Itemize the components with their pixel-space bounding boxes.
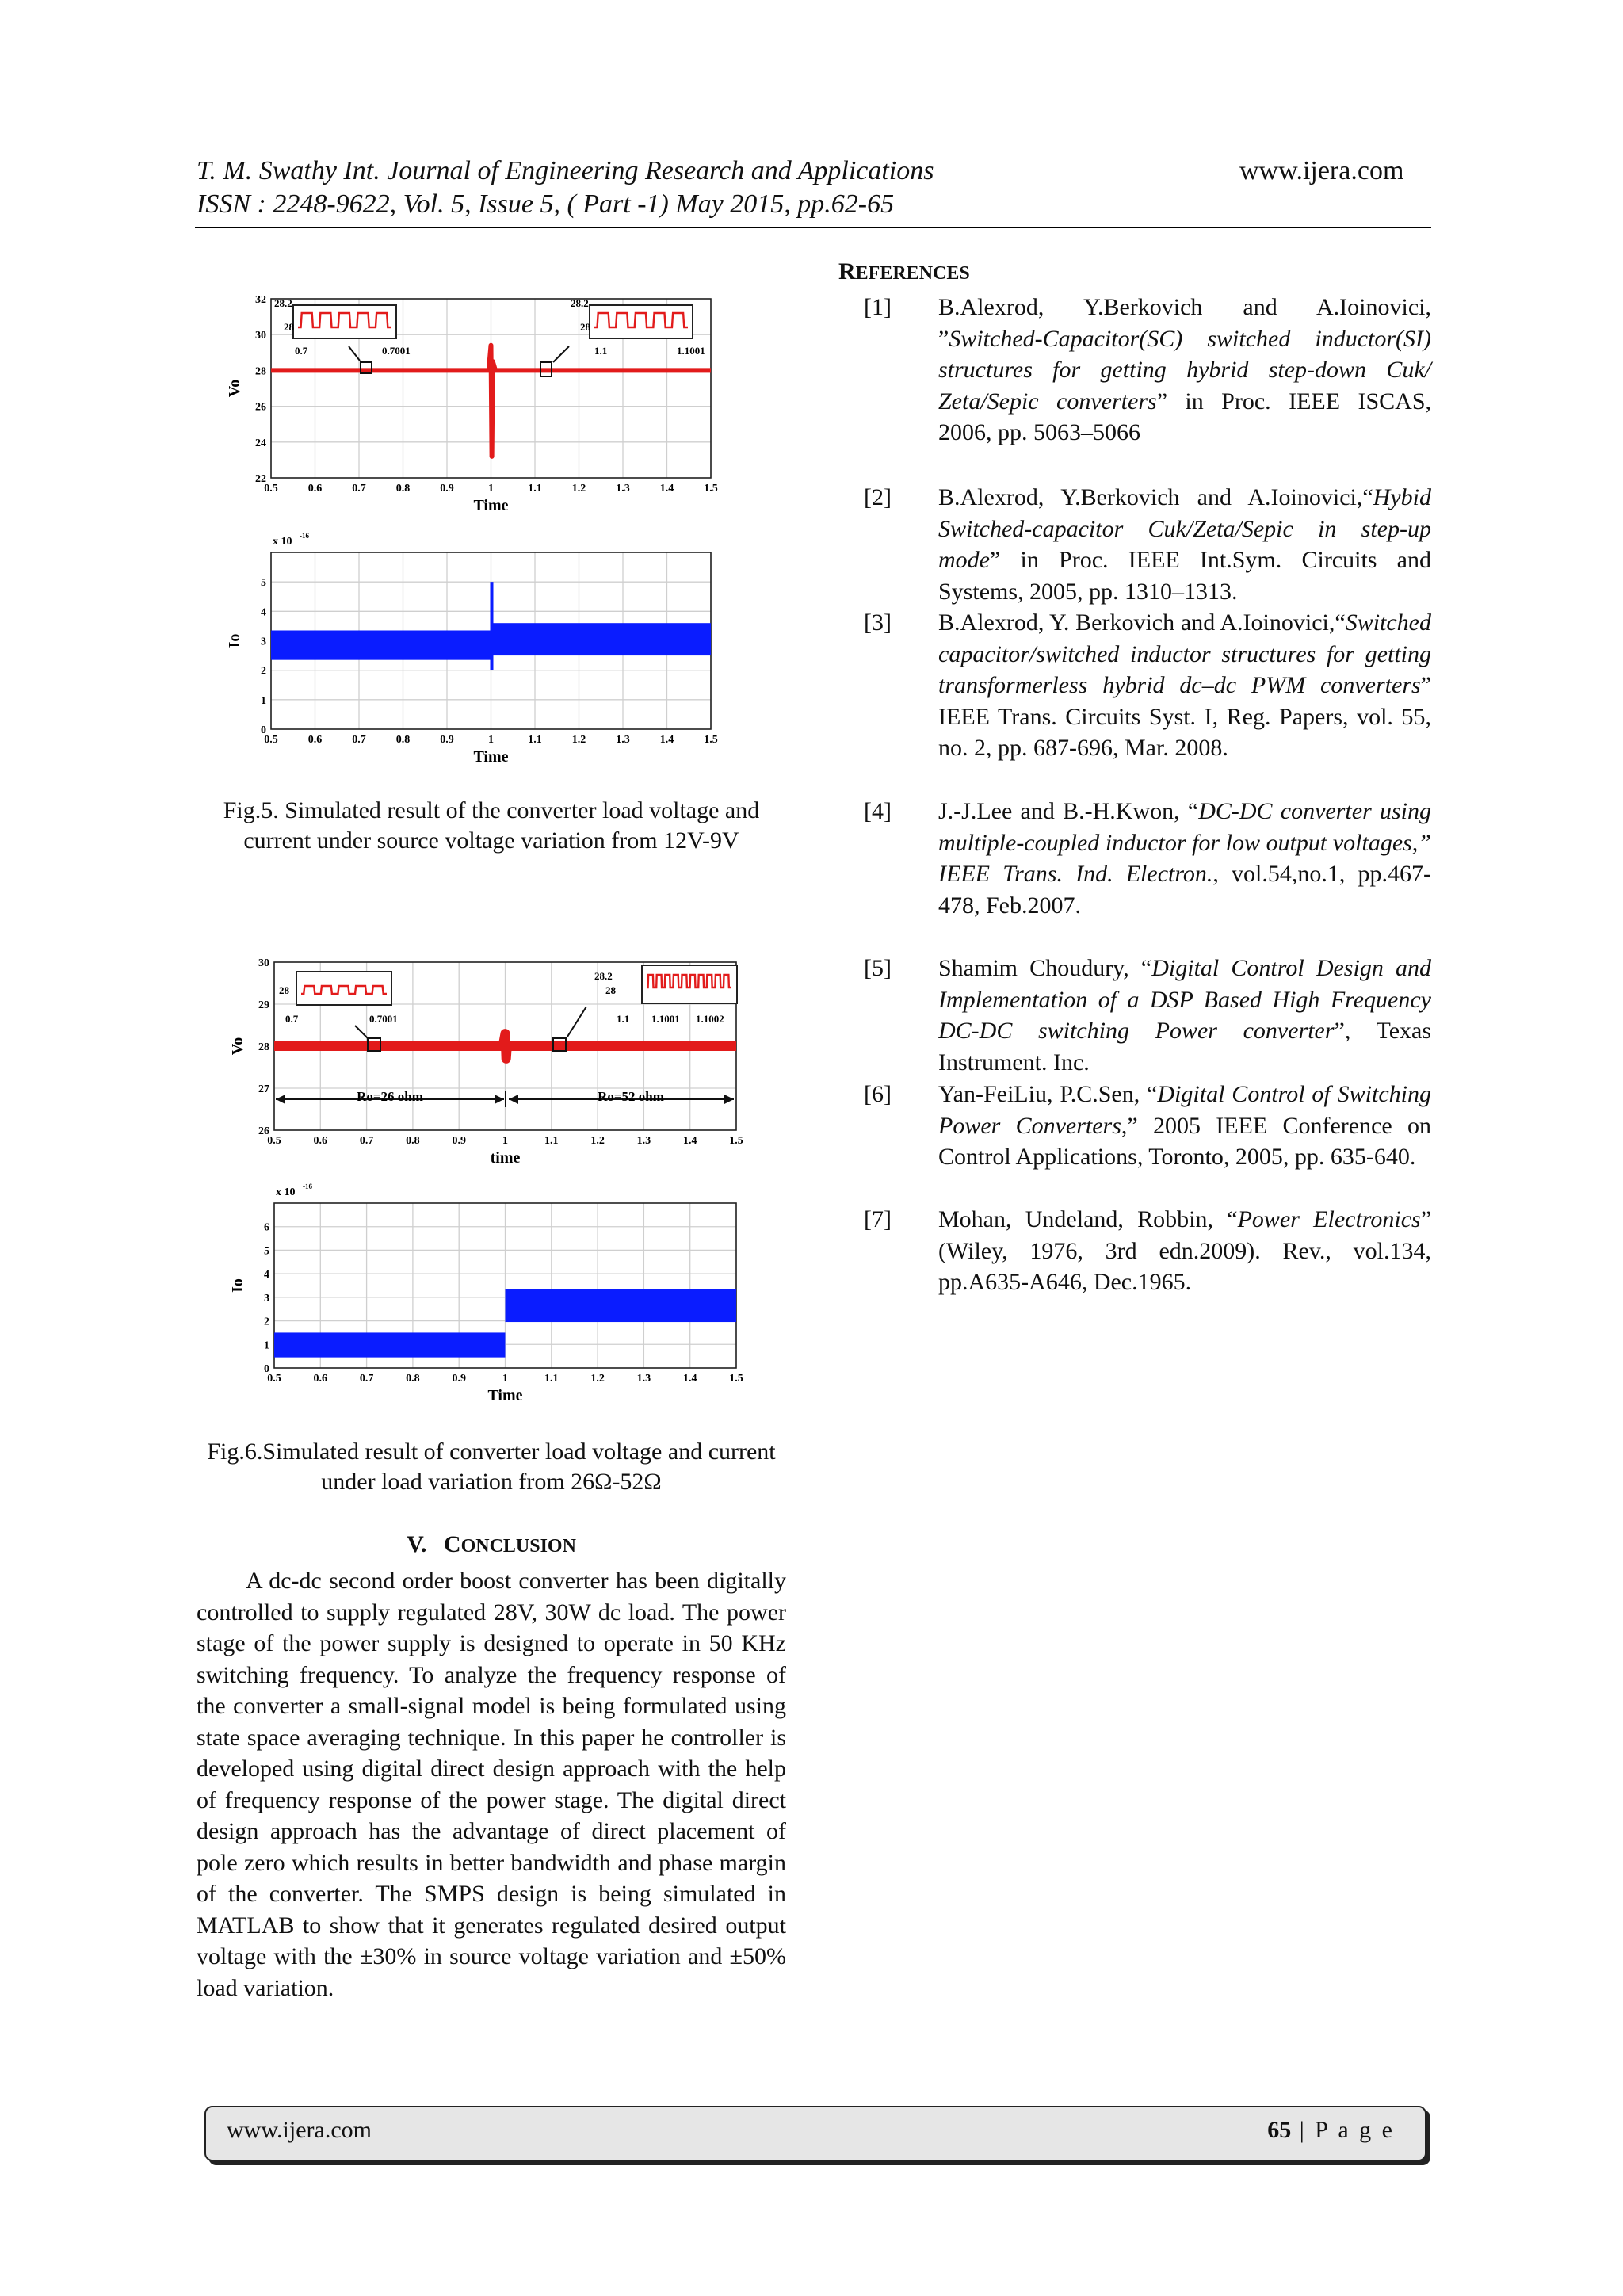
y-scale-label: x 10 (273, 536, 292, 548)
y-tick-label: 28 (258, 1041, 269, 1053)
reference-authors: Mohan, Undeland, Robbin, “ (938, 1206, 1238, 1232)
x-axis-label: Time (473, 748, 509, 766)
y-tick-label: 1 (264, 1339, 269, 1352)
x-tick-label: 0.9 (452, 1373, 466, 1385)
reference-title: Digital Control Design and Implementation of a DSP Based High Frequency DC-DC switching Power converter (938, 955, 1431, 1044)
inset-label: 28 (279, 984, 289, 996)
inset-label: 28.2 (571, 297, 589, 309)
x-tick-label: 1.5 (729, 1373, 743, 1385)
reference-item (864, 796, 1431, 921)
x-tick-label: 0.6 (313, 1373, 328, 1385)
inset-label: 1.1 (617, 1013, 630, 1025)
current-band (274, 1332, 506, 1357)
x-tick-label: 0.9 (452, 1135, 466, 1147)
references-title-first: R (838, 258, 856, 285)
reference-title: Switched capacitor/switched inductor structures for getting transformerless hybrid dc–dc PWM converters (938, 609, 1431, 698)
reference-number: [2] (864, 484, 892, 510)
x-tick-label: 1.4 (659, 734, 674, 746)
y-tick-label: 22 (255, 473, 266, 485)
x-tick-label: 0.8 (406, 1135, 420, 1147)
inset-label: 28 (284, 321, 294, 333)
y-tick-label: 0 (264, 1363, 269, 1375)
reference-source: ” IEEE Trans. Circuits Syst. I, Reg. Papers, vol. 55, no. 2, pp. 687-696, Mar. 2008. (938, 672, 1431, 761)
references-heading (838, 258, 970, 285)
journal-header-line1: T. M. Swathy Int. Journal of Engineering Research and Applications (197, 156, 934, 185)
x-tick-label: 1.3 (616, 483, 630, 495)
x-tick-label: 0.5 (267, 1135, 281, 1147)
x-tick-label: 0.6 (307, 483, 323, 495)
voltage-trace (271, 346, 711, 457)
zoom-inset-box (293, 305, 396, 338)
reference-number: [7] (864, 1206, 892, 1232)
y-tick-label: 1 (261, 694, 266, 707)
x-tick-label: 1.1 (544, 1373, 559, 1385)
y-axis-label: Io (226, 633, 243, 648)
reference-item (864, 953, 1431, 1078)
x-tick-label: 1 (502, 1373, 508, 1385)
fig6-io-plot (229, 1182, 743, 1404)
reference-item (864, 607, 1431, 764)
x-tick-label: 0.7 (359, 1373, 374, 1385)
x-axis-label: time (490, 1149, 521, 1167)
reference-item (864, 482, 1431, 607)
y-scale-exponent: -16 (300, 532, 309, 540)
y-axis-label: Io (229, 1278, 246, 1293)
x-tick-label: 1.1 (544, 1135, 559, 1147)
reference-number: [6] (864, 1081, 892, 1107)
y-tick-label: 29 (258, 999, 269, 1011)
inset-label: 1.1 (594, 345, 608, 357)
inset-label: 28 (605, 984, 616, 996)
reference-number: [5] (864, 955, 892, 981)
annotation-ro-52: Ro=52 ohm (598, 1089, 664, 1104)
inset-label: 1.1001 (651, 1013, 680, 1025)
x-axis-label: Time (473, 497, 509, 514)
x-tick-label: 0.5 (264, 734, 278, 746)
x-axis-label: Time (487, 1387, 523, 1404)
zoom-inset-box (590, 305, 693, 338)
current-band (506, 1289, 737, 1322)
x-tick-label: 0.8 (395, 483, 411, 495)
current-band (491, 623, 712, 655)
x-tick-label: 1.2 (571, 734, 586, 746)
x-tick-label: 1.2 (590, 1135, 605, 1147)
inset-label: 28.2 (274, 297, 292, 309)
reference-title: Power Electronics (1237, 1206, 1421, 1232)
y-tick-label: 26 (258, 1125, 269, 1137)
zoom-inset-box (296, 972, 391, 1005)
y-tick-label: 6 (264, 1221, 269, 1234)
reference-number: [1] (864, 294, 892, 320)
zoom-arrow (553, 346, 569, 362)
conclusion-heading (195, 1531, 788, 1558)
reference-item (864, 292, 1431, 449)
x-tick-label: 1.3 (616, 734, 630, 746)
x-tick-label: 1 (488, 483, 494, 495)
x-tick-label: 1.4 (659, 483, 674, 495)
x-tick-label: 0.9 (440, 483, 454, 495)
x-tick-label: 1.3 (636, 1135, 651, 1147)
x-tick-label: 1.5 (704, 483, 718, 495)
fig6-charts (214, 943, 753, 1427)
y-tick-label: 26 (255, 401, 266, 414)
reference-authors: B.Alexrod, Y.Berkovich and A.Ioinovici, ” (938, 294, 1431, 352)
reference-authors: J.-J.Lee and B.-H.Kwon, “ (938, 798, 1199, 824)
x-tick-label: 1.4 (682, 1135, 697, 1147)
reference-authors: B.Alexrod, Y.Berkovich and A.Ioinovici,“ (938, 484, 1373, 510)
x-tick-label: 1.3 (636, 1373, 651, 1385)
reference-source: ” in Proc. IEEE ISCAS, 2006, pp. 5063–5066 (938, 388, 1432, 445)
annotation-ro-26: Ro=26 ohm (357, 1089, 423, 1104)
conclusion-number: V. (407, 1531, 427, 1557)
fig5-vo-plot (226, 294, 718, 514)
reference-authors: Yan-FeiLiu, P.C.Sen, “ (938, 1081, 1158, 1107)
zoom-arrow (349, 346, 360, 361)
x-tick-label: 0.5 (267, 1373, 281, 1385)
y-tick-label: 5 (264, 1245, 269, 1258)
voltage-trace (274, 1033, 736, 1059)
header-website-link[interactable]: www.ijera.com (1239, 156, 1404, 185)
reference-text (938, 607, 1431, 764)
x-tick-label: 1.5 (729, 1135, 743, 1147)
zoom-arrow (355, 1026, 368, 1038)
conclusion-text: A dc-dc second order boost converter has been digitally controlled to supply regulated 28V, 30W dc load. The power stage of the power supply is designed to operate in 50 KHz switching frequency. To analyze the frequency response of the converter a small-signal model is being formulated using state space averaging technique. In this paper he controller is developed using digital direct design approach with the help of frequency response of the power stage. The digital direct design approach has the advantage of direct placement of pole zero which results in better bandwidth and phase margin of the converter. The SMPS design is being simulated in MATLAB to show that it generates regulated desired output voltage with the ±30% in source voltage variation and ±50% load variation. (197, 1568, 786, 2001)
fig5-io-plot (226, 532, 718, 766)
reference-item (864, 1079, 1431, 1173)
reference-number: [3] (864, 609, 892, 636)
y-tick-label: 4 (264, 1269, 269, 1282)
y-tick-label: 30 (255, 330, 266, 342)
y-tick-label: 30 (258, 957, 269, 969)
fig6-vo-plot (229, 957, 743, 1167)
fig5-caption: Fig.5. Simulated result of the converter load voltage and current under source voltage variation from 12V-9V (223, 797, 760, 854)
journal-header-line2: ISSN : 2248-9622, Vol. 5, Issue 5, ( Part -1) May 2015, pp.62-65 (197, 189, 895, 219)
y-axis-label: Vo (226, 379, 243, 398)
y-tick-label: 27 (258, 1083, 269, 1095)
y-tick-label: 3 (261, 636, 266, 648)
y-scale-label: x 10 (276, 1186, 296, 1198)
y-tick-label: 3 (264, 1292, 269, 1305)
header-rule (195, 227, 1431, 228)
reference-source: ,” 2005 IEEE Conference on Control Applications, Toronto, 2005, pp. 635-640. (938, 1112, 1431, 1170)
inset-label: 0.7001 (369, 1013, 398, 1025)
inset-label: 0.7 (285, 1013, 299, 1025)
reference-title: DC-DC converter using multiple-coupled inductor for low output voltages,” IEEE Trans. Ind. Electron. (938, 798, 1432, 887)
x-tick-label: 1 (488, 734, 494, 746)
zoom-arrow (567, 1007, 586, 1037)
x-tick-label: 1.1 (528, 734, 542, 746)
y-tick-label: 28 (255, 365, 266, 378)
reference-source: ”, Texas Instrument. Inc. (938, 1018, 1431, 1075)
inset-label: 0.7001 (382, 345, 411, 357)
y-tick-label: 5 (261, 577, 266, 590)
reference-text (938, 292, 1431, 449)
reference-authors: B.Alexrod, Y. Berkovich and A.Ioinovici,“ (938, 609, 1346, 636)
reference-source: ” (Wiley, 1976, 3rd edn.2009). Rev., vol.134, pp.A635-A646, Dec.1965. (938, 1206, 1432, 1295)
x-tick-label: 0.6 (307, 734, 323, 746)
x-tick-label: 1.1 (528, 483, 542, 495)
current-band (271, 630, 491, 659)
y-tick-label: 4 (261, 606, 266, 619)
y-tick-label: 2 (261, 665, 266, 678)
inset-label: 1.1001 (677, 345, 705, 357)
x-tick-label: 1.5 (704, 734, 718, 746)
x-tick-label: 0.6 (313, 1135, 328, 1147)
fig6-caption: Fig.6.Simulated result of converter load voltage and current under load variation from 26Ω-52Ω (207, 1438, 776, 1495)
reference-text (938, 482, 1431, 607)
inset-label: 28 (580, 321, 590, 333)
reference-source: ” in Proc. IEEE Int.Sym. Circuits and Systems, 2005, pp. 1310–1313. (938, 547, 1431, 605)
reference-text (938, 796, 1431, 921)
inset-label: 0.7 (295, 345, 308, 357)
inset-label: 1.1002 (696, 1013, 724, 1025)
x-tick-label: 0.9 (440, 734, 454, 746)
page-number (1267, 2117, 1395, 2144)
x-tick-label: 0.8 (395, 734, 411, 746)
y-tick-label: 0 (261, 724, 266, 736)
reference-item (864, 1204, 1431, 1298)
conclusion-title-first: C (443, 1531, 461, 1557)
reference-text (938, 1204, 1431, 1298)
y-tick-label: 24 (255, 437, 266, 449)
x-tick-label: 0.5 (264, 483, 278, 495)
x-tick-label: 0.8 (406, 1373, 420, 1385)
x-tick-label: 0.7 (359, 1135, 374, 1147)
y-tick-label: 32 (255, 294, 266, 306)
y-axis-label: Vo (229, 1037, 246, 1056)
reference-title: Switched-Capacitor(SC) switched inductor(SI) structures for getting hybrid step-down Cuk/ Zeta/Sepic converters (938, 325, 1431, 415)
x-tick-label: 1.4 (682, 1373, 697, 1385)
reference-source: , vol.54,no.1, pp.467-478, Feb.2007. (938, 861, 1432, 919)
reference-authors: Shamim Choudury, “ (938, 955, 1152, 981)
x-tick-label: 0.7 (352, 483, 366, 495)
fig5-charts (214, 273, 737, 789)
y-tick-label: 2 (264, 1316, 269, 1328)
reference-title: Hybid Switched-capacitor Cuk/Zeta/Sepic in step-up mode (938, 484, 1431, 573)
page-number-label: | P a g e (1291, 2117, 1395, 2143)
x-tick-label: 1.2 (590, 1373, 605, 1385)
reference-text (938, 1079, 1431, 1173)
page-footer (204, 2106, 1426, 2161)
reference-number: [4] (864, 798, 892, 824)
y-scale-exponent: -16 (303, 1182, 312, 1190)
x-tick-label: 1.2 (571, 483, 586, 495)
inset-label: 28.2 (594, 970, 613, 982)
x-tick-label: 0.7 (352, 734, 366, 746)
page-number-value: 65 (1267, 2117, 1292, 2143)
reference-title: Digital Control of Switching Power Converters (938, 1081, 1431, 1139)
reference-text (938, 953, 1431, 1078)
conclusion-title-rest: ONCLUSION (460, 1536, 576, 1557)
x-tick-label: 1 (502, 1135, 508, 1147)
footer-website-link[interactable]: www.ijera.com (227, 2117, 372, 2143)
references-title-rest: EFERENCES (855, 263, 970, 284)
